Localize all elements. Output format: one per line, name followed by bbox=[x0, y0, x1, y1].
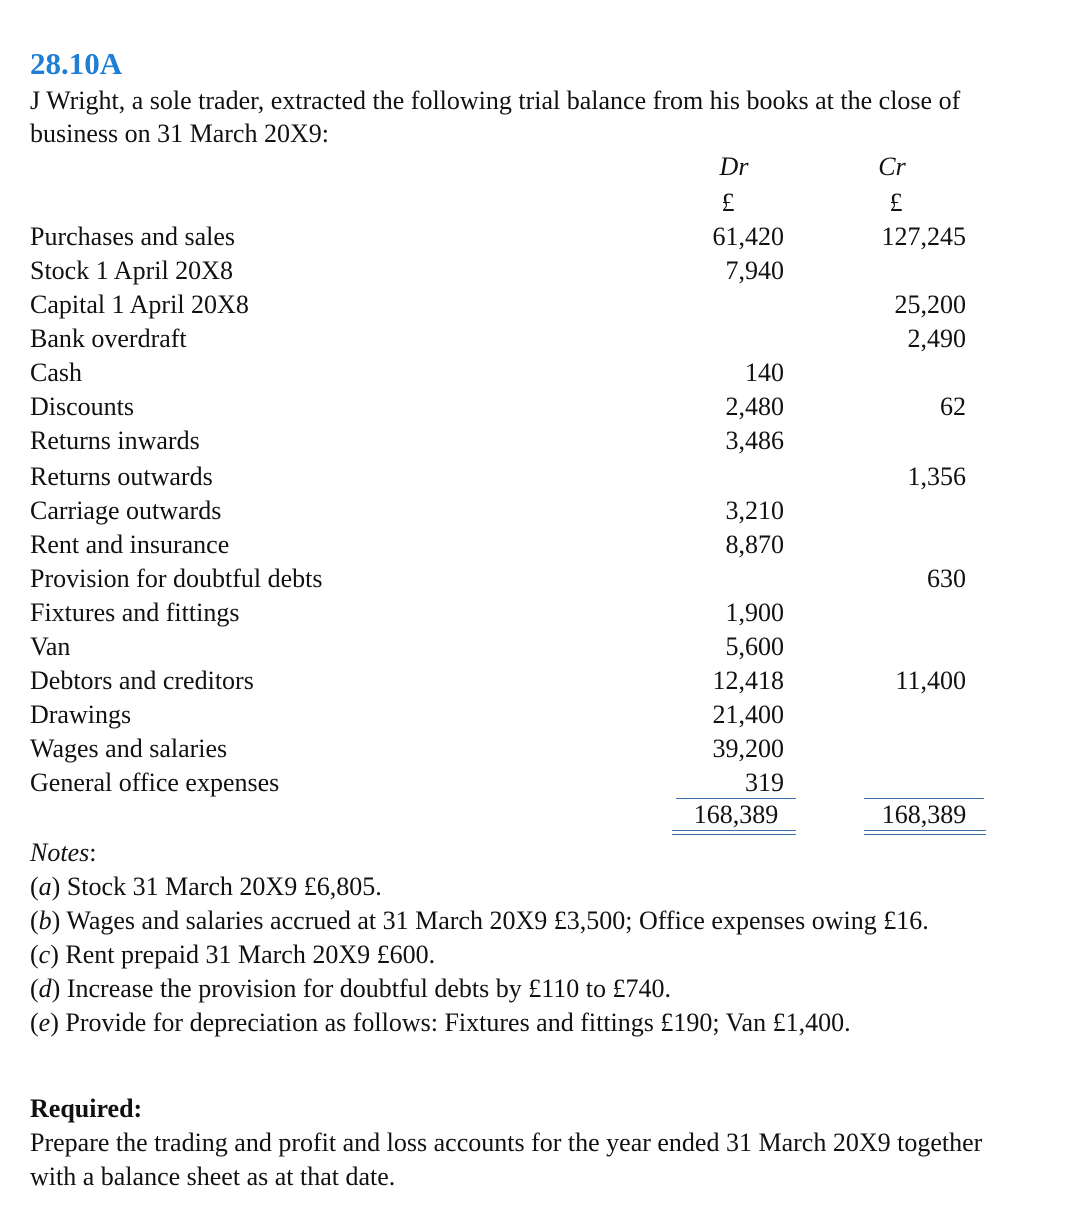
table-row bbox=[0, 698, 1080, 732]
table-row bbox=[0, 664, 1080, 698]
dr-total-double-rule bbox=[672, 830, 796, 835]
note-item: (a) Stock 31 March 20X9 £6,805. bbox=[30, 872, 382, 901]
row-dr-amount: 3,210 bbox=[725, 496, 784, 525]
table-row bbox=[0, 460, 1080, 494]
row-dr-amount: 21,400 bbox=[712, 700, 784, 729]
note-text: Wages and salaries accrued at 31 March 20X9 £3,500; Office expenses owing £16. bbox=[66, 906, 929, 935]
row-dr-amount: 61,420 bbox=[712, 222, 784, 251]
cr-total-top-rule bbox=[864, 798, 984, 799]
row-dr-amount: 3,486 bbox=[725, 426, 784, 455]
row-label: Rent and insurance bbox=[30, 530, 230, 559]
row-cr-amount: 1,356 bbox=[907, 462, 966, 491]
table-row bbox=[0, 562, 1080, 596]
cr-total: 168,389 bbox=[881, 800, 967, 829]
row-label: Fixtures and fittings bbox=[30, 598, 240, 627]
row-label: Drawings bbox=[30, 700, 132, 729]
row-dr-amount: 140 bbox=[745, 358, 784, 387]
row-label: Cash bbox=[30, 358, 82, 387]
exercise-title: 28.10A bbox=[30, 46, 123, 81]
note-text: Provide for depreciation as follows: Fixtures and fittings £190; Van £1,400. bbox=[65, 1008, 851, 1037]
table-row bbox=[0, 356, 1080, 390]
row-dr-amount: 12,418 bbox=[712, 666, 784, 695]
table-row bbox=[0, 766, 1080, 800]
row-label: General office expenses bbox=[30, 768, 280, 797]
dr-column-header: Dr bbox=[719, 152, 749, 181]
row-label: Stock 1 April 20X8 bbox=[30, 256, 233, 285]
row-label: Returns outwards bbox=[30, 462, 213, 491]
dr-total: 168,389 bbox=[693, 800, 779, 829]
row-label: Capital 1 April 20X8 bbox=[30, 290, 249, 319]
table-row bbox=[0, 732, 1080, 766]
table-row bbox=[0, 288, 1080, 322]
row-dr-amount: 319 bbox=[745, 768, 784, 797]
table-row bbox=[0, 494, 1080, 528]
note-text: Increase the provision for doubtful debts by £110 to £740. bbox=[66, 974, 671, 1003]
row-dr-amount: 39,200 bbox=[712, 734, 784, 763]
cr-column-header: Cr bbox=[878, 152, 906, 181]
row-dr-amount: 2,480 bbox=[725, 392, 784, 421]
note-item: (d) Increase the provision for doubtful debts by £110 to £740. bbox=[30, 974, 671, 1003]
row-cr-amount: 11,400 bbox=[895, 666, 966, 695]
note-letter: e bbox=[38, 1008, 51, 1037]
row-label: Discounts bbox=[30, 392, 134, 421]
required-text: Prepare the trading and profit and loss accounts for the year ended 31 March 20X9 together with a balance sheet as at that date. bbox=[30, 1128, 983, 1191]
row-dr-amount: 1,900 bbox=[725, 598, 784, 627]
row-cr-amount: 25,200 bbox=[894, 290, 966, 319]
row-dr-amount: 8,870 bbox=[725, 530, 784, 559]
dr-total-top-rule bbox=[676, 798, 796, 799]
row-label: Provision for doubtful debts bbox=[30, 564, 323, 593]
table-row bbox=[0, 322, 1080, 356]
row-label: Purchases and sales bbox=[30, 222, 236, 251]
table-row bbox=[0, 630, 1080, 664]
note-letter: c bbox=[38, 940, 51, 969]
table-row bbox=[0, 220, 1080, 254]
dr-currency-header: £ bbox=[721, 188, 735, 217]
row-label: Van bbox=[30, 632, 71, 661]
table-row bbox=[0, 528, 1080, 562]
row-dr-amount: 5,600 bbox=[725, 632, 784, 661]
row-cr-amount: 2,490 bbox=[907, 324, 966, 353]
cr-total-double-rule bbox=[864, 830, 986, 835]
table-row bbox=[0, 254, 1080, 288]
row-cr-amount: 127,245 bbox=[881, 222, 966, 251]
row-label: Debtors and creditors bbox=[30, 666, 254, 695]
note-text: Stock 31 March 20X9 £6,805. bbox=[66, 872, 382, 901]
note-item: (e) Provide for depreciation as follows: Fixtures and fittings £190; Van £1,400. bbox=[30, 1008, 851, 1037]
required-heading: Required: bbox=[30, 1094, 143, 1123]
table-row bbox=[0, 390, 1080, 424]
note-letter: b bbox=[38, 906, 52, 935]
row-cr-amount: 630 bbox=[927, 564, 966, 593]
note-letter: d bbox=[38, 974, 52, 1003]
row-label: Returns inwards bbox=[30, 426, 200, 455]
note-letter: a bbox=[38, 872, 52, 901]
notes-heading: Notes: bbox=[30, 838, 97, 867]
notes-section bbox=[30, 836, 1050, 1040]
table-row bbox=[0, 424, 1080, 458]
note-item: (b) Wages and salaries accrued at 31 March 20X9 £3,500; Office expenses owing £16. bbox=[30, 906, 929, 935]
table-row bbox=[0, 596, 1080, 630]
note-text: Rent prepaid 31 March 20X9 £600. bbox=[65, 940, 436, 969]
row-label: Bank overdraft bbox=[30, 324, 187, 353]
row-label: Carriage outwards bbox=[30, 496, 222, 525]
cr-currency-header: £ bbox=[889, 188, 903, 217]
row-cr-amount: 62 bbox=[940, 392, 966, 421]
row-label: Wages and salaries bbox=[30, 734, 228, 763]
notes-list bbox=[30, 870, 1050, 1040]
row-dr-amount: 7,940 bbox=[725, 256, 784, 285]
intro-paragraph: J Wright, a sole trader, extracted the following trial balance from his books at the close of business on 31 March 20X9: bbox=[30, 86, 961, 148]
note-item: (c) Rent prepaid 31 March 20X9 £600. bbox=[30, 940, 436, 969]
